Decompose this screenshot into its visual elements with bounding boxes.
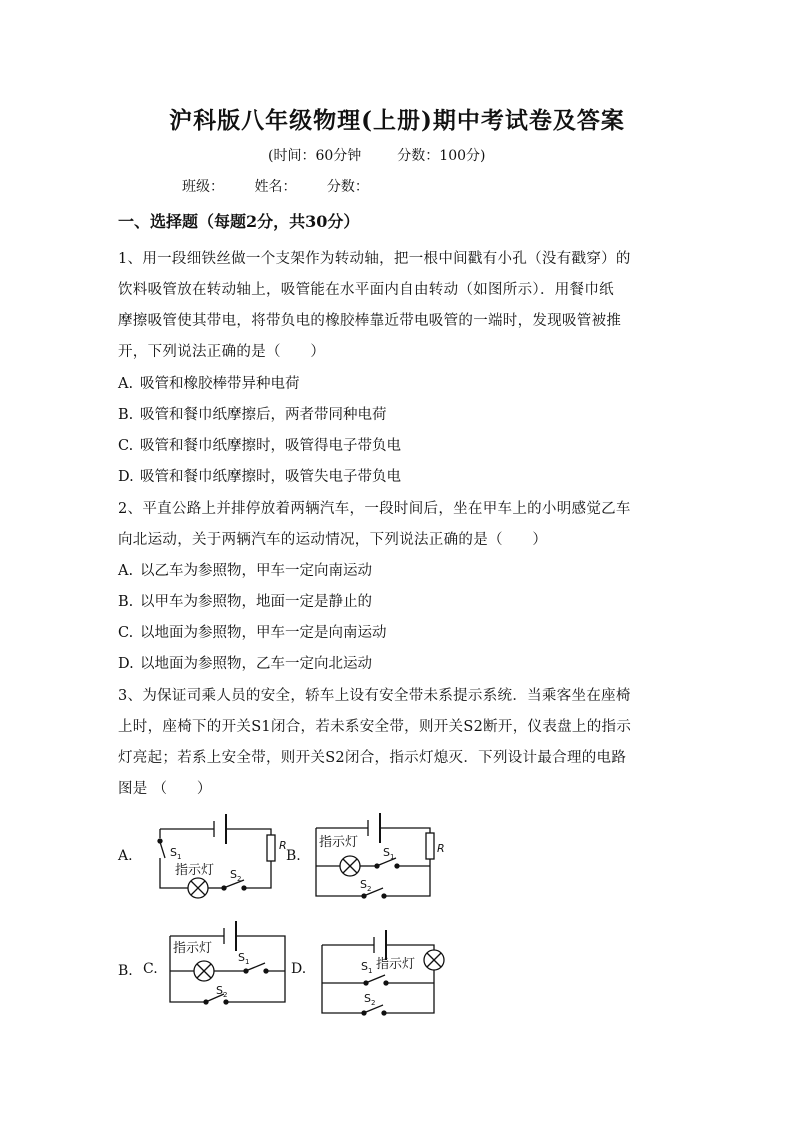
svg-text:1: 1	[245, 958, 250, 966]
resistor-label: R	[279, 839, 287, 852]
circuit-c	[170, 921, 285, 1004]
question-2-option-d: D. 以地面为参照物，乙车一定向北运动	[118, 656, 372, 672]
svg-text:2: 2	[223, 991, 228, 999]
question-3-line-3: 灯亮起；若系上安全带，则开关S2闭合，指示灯熄灭．下列设计最合理的电路	[118, 750, 627, 766]
s2-label: S	[364, 992, 371, 1005]
svg-text:1: 1	[390, 853, 395, 861]
circuit-d	[322, 930, 444, 1015]
s1-label: S	[170, 846, 177, 859]
s1-label: S	[383, 846, 390, 859]
svg-text:1: 1	[177, 853, 182, 861]
question-2-option-c: C. 以地面为参照物，甲车一定是向南运动	[118, 625, 387, 641]
score-total-label: 分数：100分)	[397, 148, 486, 164]
section-heading: 一、选择题（每题2分，共30分）	[118, 212, 360, 231]
question-1-line-4: 开，下列说法正确的是（ ）	[118, 344, 326, 360]
question-1-line-1: 1、用一段细铁丝做一个支架作为转动轴，把一根中间戳有小孔（没有戳穿）的	[118, 251, 631, 267]
circuit-b	[316, 813, 445, 898]
question-1-line-3: 摩擦吸管使其带电，将带负电的橡胶棒靠近带电吸管的一端时，发现吸管被推	[118, 313, 622, 329]
page-title: 沪科版八年级物理(上册)期中考试卷及答案	[169, 107, 625, 134]
s2-label: S	[360, 878, 367, 891]
svg-text:1: 1	[368, 967, 373, 975]
resistor-icon	[267, 835, 275, 861]
switch-s1-blade	[368, 975, 385, 982]
time-label: (时间：60分钟	[268, 148, 362, 164]
lamp-label: 指示灯	[175, 863, 215, 878]
switch-s1-blade	[248, 963, 265, 970]
score-field-label: 分数：	[326, 179, 369, 195]
s2-label: S	[216, 984, 223, 997]
circuit-c-label: C.	[143, 961, 158, 977]
question-2-option-a: A. 以乙车为参照物，甲车一定向南运动	[118, 563, 372, 579]
s1-label: S	[238, 951, 245, 964]
svg-text:2: 2	[371, 999, 376, 1007]
question-2-line-1: 2、平直公路上并排停放着两辆汽车，一段时间后，坐在甲车上的小明感觉乙车	[118, 501, 631, 517]
question-3-line-2: 上时，座椅下的开关S1闭合，若未系安全带，则开关S2断开，仪表盘上的指示	[118, 719, 632, 735]
s2-label: S	[230, 868, 237, 881]
name-label: 姓名：	[254, 179, 297, 195]
switch-s1-blade	[160, 842, 165, 858]
lamp-label: 指示灯	[173, 941, 213, 956]
question-1-option-b: B. 吸管和餐巾纸摩擦后，两者带同种电荷	[118, 407, 387, 423]
circuit-b-label: B.	[286, 848, 301, 864]
class-label: 班级：	[182, 179, 224, 195]
circuit-a	[158, 814, 287, 898]
lamp-label: 指示灯	[376, 957, 416, 972]
svg-text:2: 2	[367, 885, 372, 893]
question-3-line-1: 3、为保证司乘人员的安全，轿车上设有安全带未系提示系统．当乘客坐在座椅	[118, 688, 631, 704]
circuit-a-label: A.	[118, 848, 133, 864]
question-1-option-a: A. 吸管和橡胶棒带异种电荷	[118, 376, 300, 392]
question-1-line-2: 饮料吸管放在转动轴上，吸管能在水平面内自由转动（如图所示）．用餐巾纸	[118, 282, 614, 298]
question-1-option-c: C. 吸管和餐巾纸摩擦时，吸管得电子带负电	[118, 438, 401, 454]
circuit-d-label: D.	[291, 961, 307, 977]
circuit-b-label-2: B.	[118, 963, 133, 979]
s1-label: S	[361, 960, 368, 973]
question-2-option-b: B. 以甲车为参照物，地面一定是静止的	[118, 594, 372, 610]
resistor-label: R	[437, 842, 445, 855]
resistor-icon	[426, 833, 434, 859]
question-2-line-2: 向北运动，关于两辆汽车的运动情况，下列说法正确的是（ ）	[118, 532, 548, 548]
question-1-option-d: D. 吸管和餐巾纸摩擦时，吸管失电子带负电	[118, 469, 401, 485]
svg-text:2: 2	[237, 875, 242, 883]
question-3-line-4: 图是 （ ）	[118, 781, 212, 797]
lamp-label: 指示灯	[319, 835, 359, 850]
